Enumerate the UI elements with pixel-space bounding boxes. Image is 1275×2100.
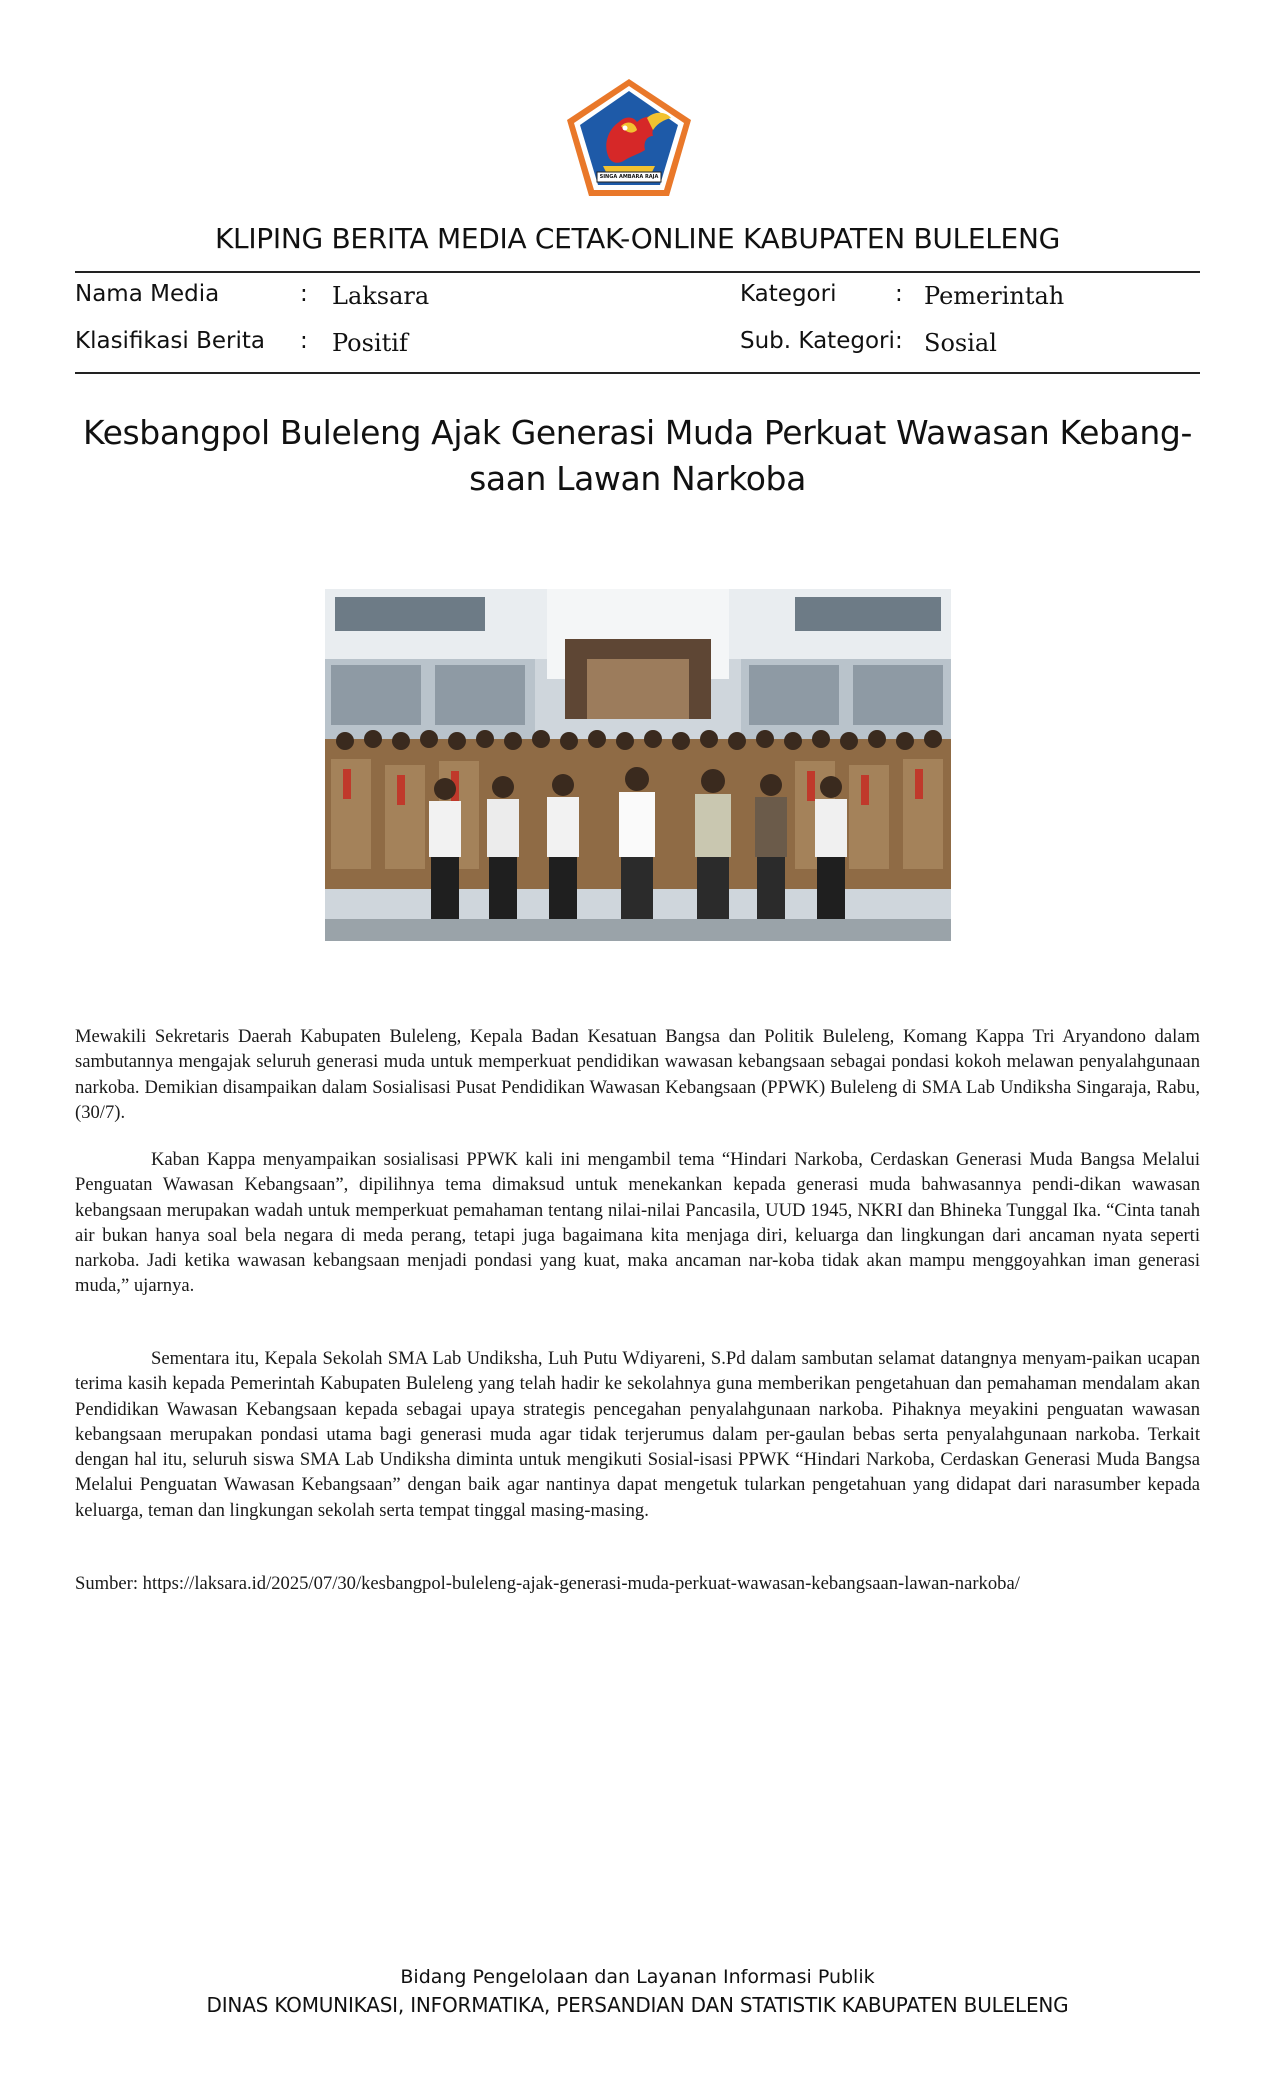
headline-line-1: Kesbangpol Buleleng Ajak Generasi Muda Perkuat Wawasan Kebang-: [83, 413, 1192, 452]
kategori-label: Kategori: [740, 281, 837, 307]
crest-motto: SINGA AMBARA RAJA: [599, 174, 659, 180]
header-top-rule: [75, 271, 1200, 273]
headline-line-2: saan Lawan Narkoba: [469, 459, 806, 498]
klasifikasi-value: Positif: [332, 329, 408, 357]
media-label: Nama Media: [75, 281, 220, 307]
klasifikasi-colon: :: [300, 328, 308, 354]
kategori-colon: :: [895, 281, 903, 307]
header-bottom-rule: [75, 372, 1200, 374]
article-paragraph-3: Sementara itu, Kepala Sekolah SMA Lab Undiksha, Luh Putu Wdiyareni, S.Pd dalam sambutan selamat datangnya menyam-paikan ucapan terima kasih kepada Pemerintah Kabupaten Buleleng yang telah hadir ke sekolahnya guna memberikan pengetahuan dan pemahaman mendalam akan Pendidikan Wawasan Kebangsaan kepada sebagai upaya strategis pencegahan penyalahgunaan narkoba. Pihaknya meyakini penguatan wawasan kebangsaan merupakan pondasi utama bagi generasi muda agar tidak terjerumus dalam per-gaulan bebas serta penyalahgunaan narkoba. Terkait dengan hal itu, seluruh siswa SMA Lab Undiksha diminta untuk mengikuti Sosial-isasi PPWK “Hindari Narkoba, Cerdaskan Generasi Muda Bangsa Melalui Penguatan Wawasan Kebangsaan” dengan baik agar nantinya dapat mengetuk tularkan pengetahuan yang didapat dari narasumber kepada keluarga, teman dan lingkungan sekolah serta tempat tinggal masing-masing.: [75, 1348, 1200, 1521]
regional-crest-icon: [563, 76, 695, 200]
article-headline: [75, 410, 1200, 502]
subkategori-label: Sub. Kategori: [740, 328, 895, 354]
source-link[interactable]: Sumber: https://laksara.id/2025/07/30/kesbangpol-buleleng-ajak-generasi-muda-perkuat-wawasan-kebangsaan-lawan-narkoba/: [75, 1573, 1020, 1594]
media-colon: :: [300, 281, 308, 307]
group-photo-icon: [325, 589, 951, 941]
page-title: KLIPING BERITA MEDIA CETAK-ONLINE KABUPATEN BULELENG: [214, 222, 1060, 255]
kategori-value: Pemerintah: [924, 282, 1065, 310]
footer-agency: DINAS KOMUNIKASI, INFORMATIKA, PERSANDIAN DAN STATISTIK KABUPATEN BULELENG: [206, 1993, 1069, 2017]
article-paragraph-1: Mewakili Sekretaris Daerah Kabupaten Buleleng, Kepala Badan Kesatuan Bangsa dan Politik Buleleng, Komang Kappa Tri Aryandono dalam sambutannya mengajak seluruh generasi muda untuk memperkuat pendidikan wawasan kebangsaan sebagai pondasi kokoh melawan penyalahgunaan narkoba. Demikian disampaikan dalam Sosialisasi Pusat Pendidikan Wawasan Kebangsaan (PPWK) Buleleng di SMA Lab Undiksha Singaraja, Rabu, (30/7).: [75, 1026, 1200, 1123]
subkategori-colon: :: [895, 328, 903, 354]
article-paragraph-2: Kaban Kappa menyampaikan sosialisasi PPWK kali ini mengambil tema “Hindari Narkoba, Cerdaskan Generasi Muda Bangsa Melalui Penguatan Wawasan Kebangsaan”, dipilihnya tema dimaksud untuk menekankan kepada generasi muda bahwasannya pendi-dikan wawasan kebangsaan merupakan wadah untuk memperkuat pemahaman tentang nilai-nilai Pancasila, UUD 1945, NKRI dan Bhineka Tunggal Ika. “Cinta tanah air bukan hanya soal bela negara di meda perang, tetapi juga bagaimana kita menjaga diri, keluarga dan lingkungan dari ancaman nyata seperti narkoba. Jadi ketika wawasan kebangsaan menjadi pondasi yang kuat, maka ancaman nar-koba tidak akan mampu menggoyahkan iman generasi muda,” ujarnya.: [75, 1149, 1200, 1297]
klasifikasi-label: Klasifikasi Berita: [75, 328, 266, 354]
subkategori-value: Sosial: [924, 329, 997, 357]
media-value: Laksara: [332, 282, 430, 310]
footer-division: Bidang Pengelolaan dan Layanan Informasi Publik: [400, 1966, 875, 1988]
